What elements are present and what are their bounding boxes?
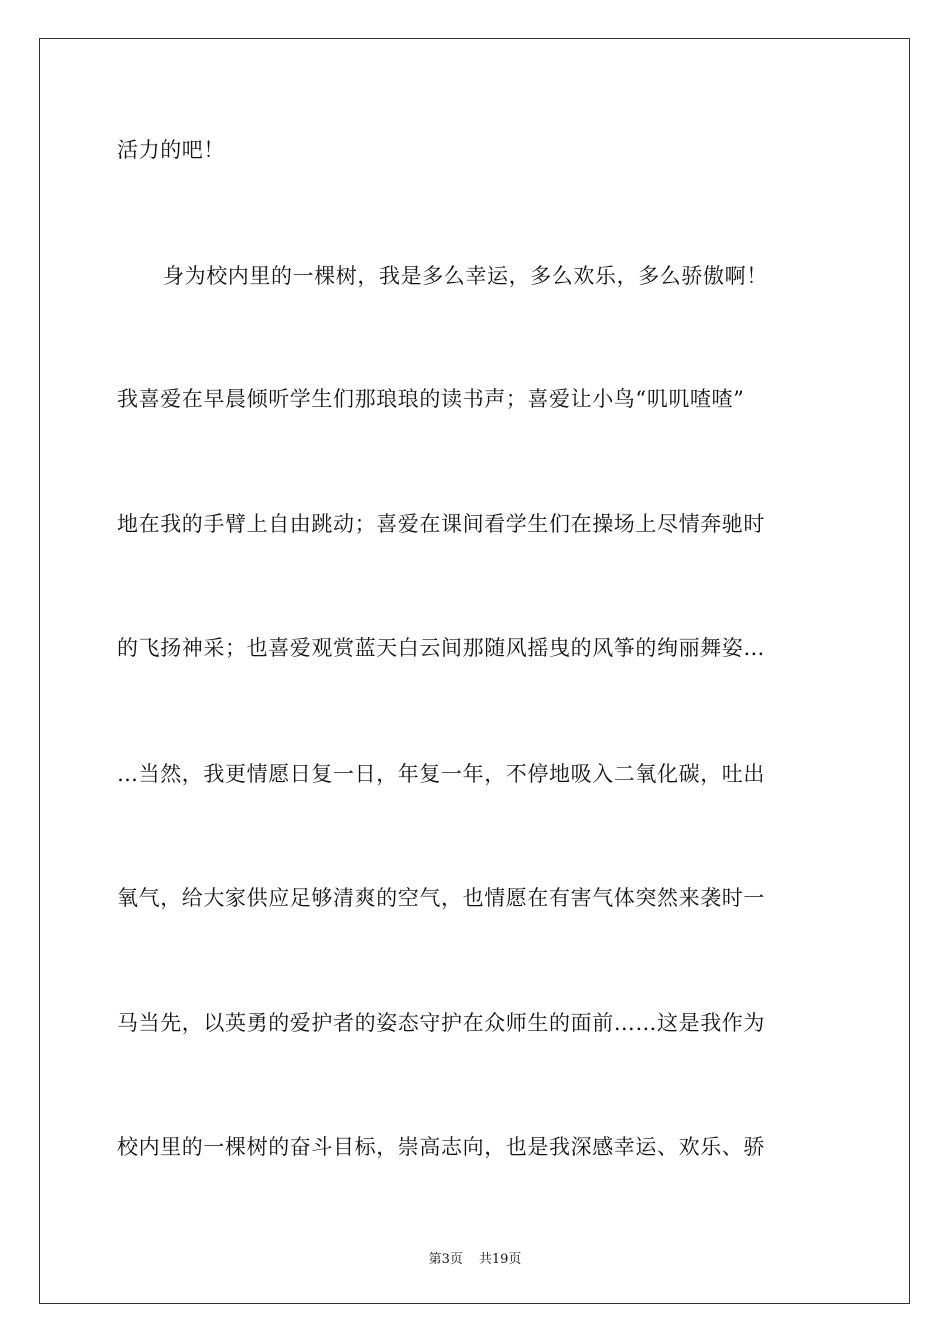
- page-number: 第3页: [428, 1252, 463, 1267]
- paragraph-line: 的飞扬神采；也喜爱观赏蓝天白云间那随风摇曳的风筝的绚丽舞姿…: [117, 636, 765, 660]
- paragraph-line: 马当先，以英勇的爱护者的姿态守护在众师生的面前……这是我作为: [117, 1011, 765, 1035]
- paragraph-line: 身为校内里的一棵树，我是多么幸运，多么欢乐，多么骄傲啊！: [163, 264, 768, 288]
- paragraph-line: 我喜爱在早晨倾听学生们那琅琅的读书声；喜爱让小鸟“叽叽喳喳”: [117, 387, 745, 411]
- paragraph-line: 氧气，给大家供应足够清爽的空气，也情愿在有害气体突然来袭时一: [117, 886, 765, 910]
- page-total: 共19页: [478, 1252, 522, 1267]
- paragraph-line: 校内里的一棵树的奋斗目标，崇高志向，也是我深感幸运、欢乐、骄: [117, 1135, 765, 1159]
- page-frame: [39, 38, 910, 1304]
- paragraph-line: 地在我的手臂上自由跳动；喜爱在课间看学生们在操场上尽情奔驰时: [117, 512, 765, 536]
- page-footer: [0, 1248, 950, 1267]
- paragraph-line: …当然，我更情愿日复一日，年复一年，不停地吸入二氧化碳，吐出: [117, 762, 765, 786]
- paragraph-line: 活力的吧！: [117, 138, 225, 162]
